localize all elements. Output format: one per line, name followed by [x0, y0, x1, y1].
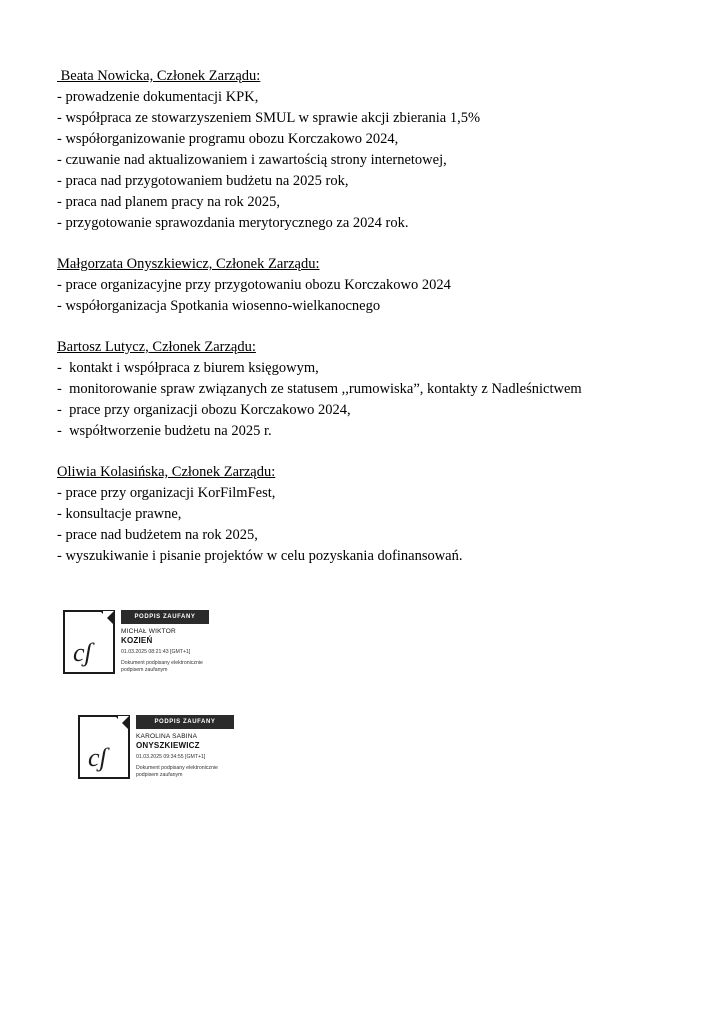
section-heading: Małgorzata Onyszkiewicz, Członek Zarządu:: [57, 256, 320, 272]
section-line: - monitorowanie spraw związanych ze statusem ,,rumowiska”, kontakty z Nadleśnictwem: [57, 381, 582, 397]
section-oliwia-kolasinska: [57, 462, 657, 567]
section-heading: Beata Nowicka, Członek Zarządu:: [57, 68, 261, 84]
section-line: - wyszukiwanie i pisanie projektów w celu pozyskania dofinansowań.: [57, 548, 463, 564]
section-line: - kontakt i współpraca z biurem księgowym,: [57, 360, 319, 376]
section-heading: Bartosz Lutycz, Członek Zarządu:: [57, 339, 256, 355]
signed-document-icon: [63, 610, 115, 674]
section-bartosz-lutycz: [57, 337, 657, 442]
signature-banner: PODPIS ZAUFANY: [121, 610, 209, 624]
section-line: - prowadzenie dokumentacji KPK,: [57, 89, 259, 105]
section-line: - przygotowanie sprawozdania merytorycznego za 2024 rok.: [57, 215, 409, 231]
signature-surname: ONYSZKIEWICZ: [136, 741, 200, 750]
signed-document-icon: [78, 715, 130, 779]
document-body: [57, 66, 657, 567]
page-fold-inner-icon: [118, 716, 129, 727]
signature-given-name: MICHAŁ WIKTOR: [121, 628, 176, 635]
signature-details: [136, 715, 224, 779]
signature-mark-icon: cʃ: [88, 743, 107, 772]
section-line: - współorganizacja Spotkania wiosenno-wielkanocnego: [57, 298, 381, 314]
section-line: - współpraca ze stowarzyszeniem SMUL w sprawie akcji zbierania 1,5%: [57, 110, 481, 126]
section-line: - prace nad budżetem na rok 2025,: [57, 527, 258, 543]
page-fold-inner-icon: [103, 611, 114, 622]
signature-given-name: KAROLINA SABINA: [136, 733, 198, 740]
section-line: - współorganizowanie programu obozu Korczakowo 2024,: [57, 131, 399, 147]
signature-mark-icon: cʃ: [73, 638, 92, 667]
section-line: - praca nad przygotowaniem budżetu na 2025 rok,: [57, 173, 349, 189]
section-beata-nowicka: [57, 66, 657, 234]
section-line: - konsultacje prawne,: [57, 506, 182, 522]
signature-note: Dokument podpisany elektronicznie podpisem zaufanym: [121, 660, 203, 673]
section-line: - czuwanie nad aktualizowaniem i zawartością strony internetowej,: [57, 152, 447, 168]
section-line: - praca nad planem pracy na rok 2025,: [57, 194, 281, 210]
signature-stamp-onyszkiewicz: [78, 715, 224, 779]
section-line: - prace przy organizacji obozu Korczakowo 2024,: [57, 402, 351, 418]
signature-note: Dokument podpisany elektronicznie podpisem zaufanym: [136, 765, 218, 778]
signature-date: 01.03.2025 08:21:43 [GMT+1]: [121, 649, 191, 655]
signature-stamp-kozien: [63, 610, 209, 674]
signature-date: 01.03.2025 09:34:55 [GMT+1]: [136, 754, 206, 760]
section-line: - prace przy organizacji KorFilmFest,: [57, 485, 276, 501]
signature-banner: PODPIS ZAUFANY: [136, 715, 234, 729]
section-line: - prace organizacyjne przy przygotowaniu obozu Korczakowo 2024: [57, 277, 451, 293]
signature-details: [121, 610, 209, 674]
section-heading: Oliwia Kolasińska, Członek Zarządu:: [57, 464, 276, 480]
section-malgorzata-onyszkiewicz: [57, 254, 657, 317]
signature-surname: KOZIEŃ: [121, 636, 153, 645]
section-line: - współtworzenie budżetu na 2025 r.: [57, 423, 272, 439]
